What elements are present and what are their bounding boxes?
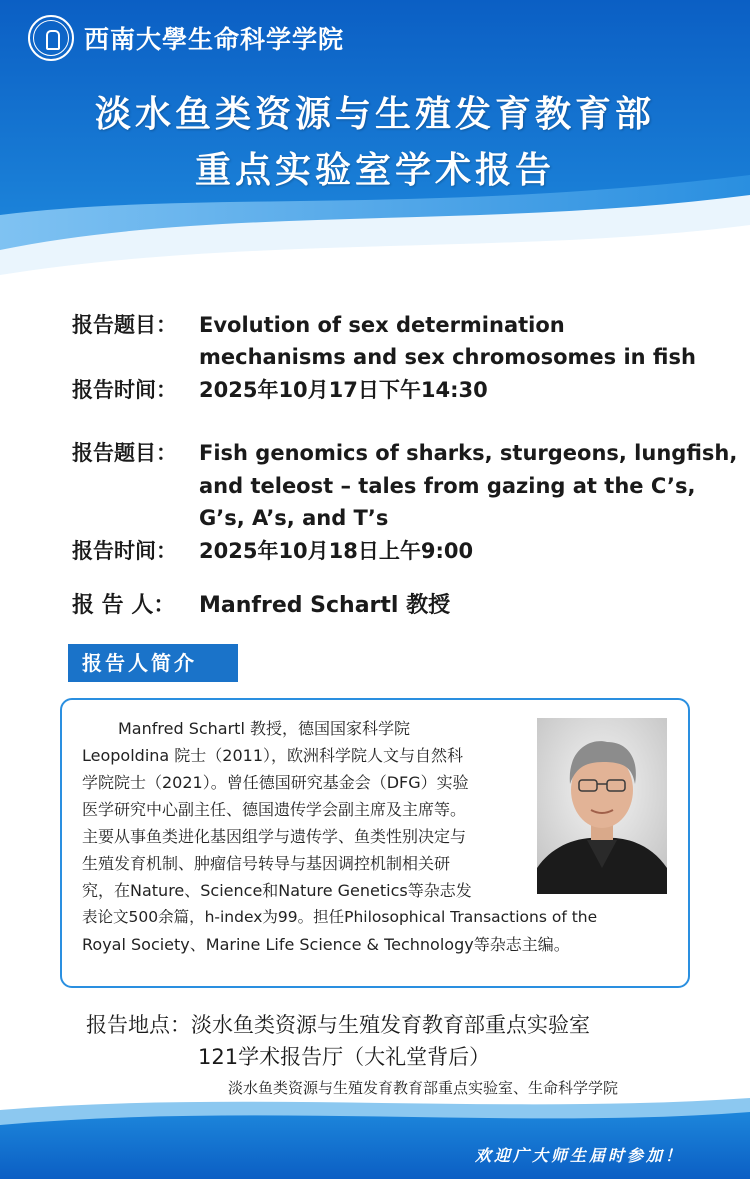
bio-line-9: Royal Society、Marine Life Science & Technology等杂志主编。 — [82, 935, 570, 954]
talk1-time-label: 报告时间： — [72, 378, 177, 402]
talk2-topic-cont2 — [72, 502, 389, 534]
university-logo — [28, 15, 344, 61]
talk2-topic-line1: Fish genomics of sharks, sturgeons, lungfish, — [199, 441, 738, 465]
location-row — [86, 1009, 590, 1039]
location-label: 报告地点： — [86, 1013, 191, 1037]
bio-line-6: 生殖发育机制、肿瘤信号转导与基因调控机制相关研 — [82, 854, 451, 873]
bio-line-1: Manfred Schartl 教授，德国国家科学院 — [118, 719, 410, 738]
speaker-row — [72, 590, 451, 622]
talk2-topic-label: 报告题目： — [72, 441, 177, 465]
logo-text: 西南大學生命科学学院 — [84, 25, 345, 54]
welcome-message: 欢迎广大师生届时参加！ — [474, 1146, 684, 1165]
bio-line-7: 究，在Nature、Science和Nature Genetics等杂志发 — [82, 881, 472, 900]
location-line1: 淡水鱼类资源与生殖发育教育部重点实验室 — [191, 1013, 590, 1037]
university-seal-icon — [28, 15, 74, 61]
speaker-name: Manfred Schartl 教授 — [199, 593, 451, 618]
talk1-topic-line2: mechanisms and sex chromosomes in fish — [199, 345, 696, 369]
talk1-time-value: 2025年10月17日下午14:30 — [199, 378, 488, 402]
talk2-topic-line3: G’s, A’s, and T’s — [199, 506, 389, 530]
talk2-time-label: 报告时间： — [72, 539, 177, 563]
bio-line-8: 表论文500余篇，h-index为99。担任Philosophical Transactions of the — [82, 908, 598, 926]
talk1-time — [72, 374, 488, 406]
talk2-time — [72, 535, 474, 567]
bio-line-2: Leopoldina 院士（2011），欧洲科学院人文与自然科 — [82, 746, 464, 765]
speaker-portrait — [537, 718, 667, 894]
bio-heading: 报告人简介 — [68, 644, 238, 682]
talk1-topic-line1: Evolution of sex determination — [199, 313, 565, 337]
talk2-time-value: 2025年10月18日上午9:00 — [199, 539, 474, 563]
poster-title-line2: 重点实验室学术报告 — [194, 149, 555, 191]
location-line2: 121学术报告厅（大礼堂背后） — [198, 1045, 491, 1069]
poster-title-line1: 淡水鱼类资源与生殖发育教育部 — [94, 93, 655, 135]
talk1-topic — [72, 309, 565, 341]
talk1-topic-cont — [72, 341, 696, 373]
organizer: 淡水鱼类资源与生殖发育教育部重点实验室、生命科学学院 — [228, 1079, 619, 1097]
talk2-topic-line2: and teleost – tales from gazing at the C’s, — [199, 474, 696, 498]
bio-line-5: 主要从事鱼类进化基因组学与遗传学、鱼类性别决定与 — [82, 827, 467, 846]
bio-line-3: 学院院士（2021）。曾任德国研究基金会（DFG）实验 — [82, 773, 469, 792]
bio-line-4: 医学研究中心副主任、德国遗传学会副主席及主席等。 — [82, 800, 467, 819]
talk2-topic — [72, 437, 738, 469]
speaker-label: 报 告 人： — [72, 593, 176, 618]
talk2-topic-cont1 — [72, 470, 696, 502]
talk1-topic-label: 报告题目： — [72, 313, 177, 337]
